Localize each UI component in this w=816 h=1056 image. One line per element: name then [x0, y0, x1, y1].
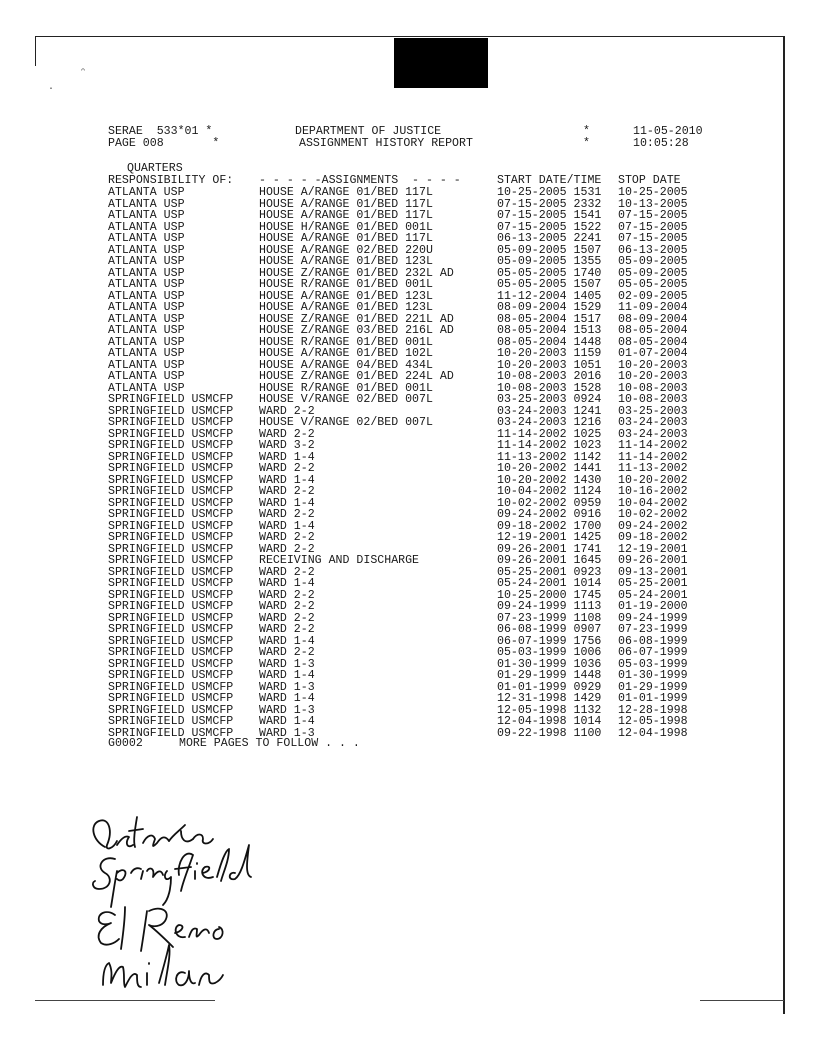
handwriting-springfield [93, 845, 251, 907]
assignment: WARD 2-2 [259, 611, 315, 625]
quarters-responsibility: SPRINGFIELD USMCFP [108, 473, 234, 487]
quarters-responsibility: SPRINGFIELD USMCFP [108, 404, 234, 418]
start-datetime: 11-12-2004 1405 [497, 289, 602, 303]
quarters-responsibility: ATLANTA USP [108, 255, 185, 268]
assignment: HOUSE Z/RANGE 03/BED 216L AD [259, 324, 454, 337]
column-header-assignments: - - - - -ASSIGNMENTS - - - - [259, 174, 461, 187]
quarters-responsibility: SPRINGFIELD USMCFP [108, 531, 234, 544]
stop-date: 11-14-2002 [618, 450, 688, 464]
start-datetime: 12-19-2001 1425 [497, 531, 602, 544]
stop-date: 05-24-2001 [618, 588, 688, 602]
stop-date: 05-03-1999 [618, 657, 688, 671]
assignment: HOUSE V/RANGE 02/BED 007L [259, 393, 433, 406]
start-datetime: 11-14-2002 1023 [497, 439, 602, 452]
quarters-responsibility: SPRINGFIELD USMCFP [108, 634, 234, 648]
assignment: HOUSE Z/RANGE 01/BED 224L AD [259, 370, 454, 383]
report-time: 10:05:28 [633, 137, 689, 150]
assignment: WARD 2-2 [259, 508, 315, 521]
handwriting-el-reno [99, 907, 223, 951]
start-datetime: 09-26-2001 1741 [497, 542, 602, 556]
quarters-responsibility: SPRINGFIELD USMCFP [108, 462, 234, 475]
column-header-quarters: QUARTERS [127, 162, 183, 175]
header-star: * [583, 137, 590, 150]
redaction-box [394, 38, 488, 88]
quarters-responsibility: SPRINGFIELD USMCFP [108, 692, 234, 705]
quarters-responsibility: SPRINGFIELD USMCFP [108, 496, 234, 510]
start-datetime: 08-05-2004 1517 [497, 312, 602, 326]
assignment: WARD 1-3 [259, 703, 315, 717]
stop-date: 06-07-1999 [618, 646, 688, 659]
scan-border-bottom [700, 1000, 784, 1001]
stop-date: 09-24-1999 [618, 611, 688, 625]
stop-date: 09-26-2001 [618, 554, 688, 567]
start-datetime: 10-08-2003 1528 [497, 381, 602, 395]
start-datetime: 12-05-1998 1132 [497, 703, 602, 717]
assignment: HOUSE A/RANGE 01/BED 102L [259, 347, 433, 360]
column-header-stop: STOP DATE [618, 174, 681, 187]
start-datetime: 06-13-2005 2241 [497, 232, 602, 245]
quarters-responsibility: SPRINGFIELD USMCFP [108, 726, 234, 740]
quarters-responsibility: SPRINGFIELD USMCFP [108, 669, 234, 682]
stop-date: 03-24-2003 [618, 427, 688, 441]
scan-speck: · [48, 84, 55, 95]
assignment: WARD 1-4 [259, 692, 315, 705]
column-header-responsibility: RESPONSIBILITY OF: [108, 174, 234, 187]
stop-date: 10-16-2002 [618, 485, 688, 498]
quarters-responsibility: ATLANTA USP [108, 197, 185, 211]
report-id: SERAE 533*01 * [108, 125, 213, 138]
report-date: 11-05-2010 [633, 125, 703, 138]
quarters-responsibility: SPRINGFIELD USMCFP [108, 703, 234, 717]
quarters-responsibility: ATLANTA USP [108, 370, 185, 383]
stop-date: 12-19-2001 [618, 542, 688, 556]
start-datetime: 12-31-1998 1429 [497, 692, 602, 705]
stop-date: 07-23-1999 [618, 623, 688, 636]
quarters-responsibility: ATLANTA USP [108, 186, 185, 199]
quarters-responsibility: SPRINGFIELD USMCFP [108, 588, 234, 602]
start-datetime: 07-15-2005 2332 [497, 197, 602, 211]
quarters-responsibility: ATLANTA USP [108, 335, 185, 349]
assignment: WARD 1-4 [259, 473, 315, 487]
start-datetime: 10-08-2003 2016 [497, 370, 602, 383]
assignment: WARD 2-2 [259, 623, 315, 636]
header-star: * [583, 125, 590, 138]
stop-date: 09-13-2001 [618, 565, 688, 579]
start-datetime: 06-08-1999 0907 [497, 623, 602, 636]
stop-date: 10-20-2002 [618, 473, 688, 487]
quarters-responsibility: SPRINGFIELD USMCFP [108, 554, 234, 567]
handwriting-milan [103, 945, 223, 987]
stop-date: 01-29-1999 [618, 680, 688, 694]
assignment: WARD 1-4 [259, 519, 315, 533]
assignment: WARD 3-2 [259, 439, 315, 452]
quarters-responsibility: ATLANTA USP [108, 209, 185, 222]
stop-date: 06-08-1999 [618, 634, 688, 648]
quarters-responsibility: ATLANTA USP [108, 381, 185, 395]
assignment: RECEIVING AND DISCHARGE [259, 554, 420, 567]
start-datetime: 09-22-1998 1100 [497, 726, 602, 740]
assignment: WARD 1-4 [259, 634, 315, 648]
start-datetime: 10-25-2000 1745 [497, 588, 602, 602]
footer-message: MORE PAGES TO FOLLOW . . . [179, 737, 360, 750]
assignment: WARD 1-3 [259, 680, 315, 694]
stop-date: 01-30-1999 [618, 669, 688, 682]
stop-date: 10-13-2005 [618, 197, 688, 211]
assignment: HOUSE Z/RANGE 01/BED 232L AD [259, 266, 454, 280]
stop-date: 12-05-1998 [618, 715, 688, 728]
start-datetime: 05-05-2005 1507 [497, 278, 602, 291]
quarters-responsibility: ATLANTA USP [108, 220, 185, 234]
quarters-responsibility: SPRINGFIELD USMCFP [108, 519, 234, 533]
stop-date: 10-20-2003 [618, 358, 688, 372]
page-number: PAGE 008 * [108, 137, 220, 150]
stop-date: 10-08-2003 [618, 381, 688, 395]
assignment: HOUSE H/RANGE 01/BED 001L [259, 220, 433, 234]
quarters-responsibility: ATLANTA USP [108, 243, 185, 257]
report-footer [108, 737, 360, 774]
assignment: HOUSE R/RANGE 01/BED 001L [259, 381, 433, 395]
quarters-responsibility: SPRINGFIELD USMCFP [108, 450, 234, 464]
start-datetime: 11-14-2002 1025 [497, 427, 602, 441]
quarters-responsibility: SPRINGFIELD USMCFP [108, 623, 234, 636]
stop-date: 11-13-2002 [618, 462, 688, 475]
assignment: HOUSE A/RANGE 01/BED 117L [259, 209, 433, 222]
start-datetime: 01-01-1999 0929 [497, 680, 602, 694]
quarters-responsibility: SPRINGFIELD USMCFP [108, 439, 234, 452]
assignment: HOUSE A/RANGE 01/BED 117L [259, 197, 433, 211]
stop-date: 10-20-2003 [618, 370, 688, 383]
assignment: WARD 1-3 [259, 726, 315, 740]
start-datetime: 12-04-1998 1014 [497, 715, 602, 728]
quarters-responsibility: SPRINGFIELD USMCFP [108, 508, 234, 521]
stop-date: 01-07-2004 [618, 347, 688, 360]
handwriting-atlanta [93, 817, 213, 848]
assignment: WARD 2-2 [259, 565, 315, 579]
stop-date: 01-19-2000 [618, 600, 688, 613]
start-datetime: 07-15-2005 1522 [497, 220, 602, 234]
start-datetime: 05-03-1999 1006 [497, 646, 602, 659]
stop-date: 11-09-2004 [618, 301, 688, 314]
start-datetime: 06-07-1999 1756 [497, 634, 602, 648]
quarters-responsibility: SPRINGFIELD USMCFP [108, 646, 234, 659]
start-datetime: 08-09-2004 1529 [497, 301, 602, 314]
quarters-responsibility: ATLANTA USP [108, 347, 185, 360]
start-datetime: 10-20-2003 1159 [497, 347, 602, 360]
stop-date: 05-05-2005 [618, 278, 688, 291]
start-datetime: 11-13-2002 1142 [497, 450, 602, 464]
quarters-responsibility: SPRINGFIELD USMCFP [108, 542, 234, 556]
start-datetime: 08-05-2004 1448 [497, 335, 602, 349]
assignment: WARD 2-2 [259, 462, 315, 475]
start-datetime: 10-20-2002 1430 [497, 473, 602, 487]
stop-date: 09-18-2002 [618, 531, 688, 544]
report-department: DEPARTMENT OF JUSTICE [295, 125, 442, 138]
start-datetime: 03-24-2003 1216 [497, 416, 602, 429]
stop-date: 10-25-2005 [618, 186, 688, 199]
start-datetime: 05-24-2001 1014 [497, 577, 602, 590]
stop-date: 10-08-2003 [618, 393, 688, 406]
start-datetime: 10-04-2002 1124 [497, 485, 602, 498]
start-datetime: 09-18-2002 1700 [497, 519, 602, 533]
quarters-responsibility: ATLANTA USP [108, 232, 185, 245]
stop-date: 02-09-2005 [618, 289, 688, 303]
start-datetime: 09-24-1999 1113 [497, 600, 602, 613]
stop-date: 07-15-2005 [618, 220, 688, 234]
assignment: WARD 2-2 [259, 485, 315, 498]
stop-date: 10-04-2002 [618, 496, 688, 510]
scan-speck: ᵔ [80, 68, 87, 79]
quarters-responsibility: SPRINGFIELD USMCFP [108, 715, 234, 728]
footer-code: G0002 [108, 737, 143, 750]
stop-date: 08-05-2004 [618, 335, 688, 349]
quarters-responsibility: SPRINGFIELD USMCFP [108, 427, 234, 441]
scan-border-top [35, 36, 785, 37]
quarters-responsibility: ATLANTA USP [108, 266, 185, 280]
start-datetime: 10-20-2002 1441 [497, 462, 602, 475]
stop-date: 05-25-2001 [618, 577, 688, 590]
report-title: ASSIGNMENT HISTORY REPORT [299, 137, 473, 150]
quarters-responsibility: ATLANTA USP [108, 358, 185, 372]
quarters-responsibility: ATLANTA USP [108, 324, 185, 337]
assignment: WARD 2-2 [259, 427, 315, 441]
quarters-responsibility: SPRINGFIELD USMCFP [108, 577, 234, 590]
assignment: WARD 2-2 [259, 588, 315, 602]
assignment: WARD 1-4 [259, 450, 315, 464]
stop-date: 10-02-2002 [618, 508, 688, 521]
assignment: WARD 1-4 [259, 715, 315, 728]
column-header-start: START DATE/TIME [497, 174, 602, 187]
stop-date: 03-24-2003 [618, 416, 688, 429]
assignment: HOUSE R/RANGE 01/BED 001L [259, 335, 433, 349]
quarters-responsibility: SPRINGFIELD USMCFP [108, 600, 234, 613]
handwritten-notes [85, 815, 315, 1005]
assignment: HOUSE Z/RANGE 01/BED 221L AD [259, 312, 454, 326]
quarters-responsibility: SPRINGFIELD USMCFP [108, 611, 234, 625]
quarters-responsibility: SPRINGFIELD USMCFP [108, 680, 234, 694]
start-datetime: 01-30-1999 1036 [497, 657, 602, 671]
assignment: WARD 2-2 [259, 404, 315, 418]
assignment: HOUSE A/RANGE 01/BED 117L [259, 232, 433, 245]
stop-date: 07-15-2005 [618, 232, 688, 245]
assignment: HOUSE A/RANGE 01/BED 123L [259, 289, 433, 303]
stop-date: 01-01-1999 [618, 692, 688, 705]
stop-date: 05-09-2005 [618, 255, 688, 268]
quarters-responsibility: SPRINGFIELD USMCFP [108, 393, 234, 406]
assignment: HOUSE A/RANGE 01/BED 123L [259, 255, 433, 268]
start-datetime: 10-20-2003 1051 [497, 358, 602, 372]
assignment: WARD 1-4 [259, 669, 315, 682]
quarters-responsibility: SPRINGFIELD USMCFP [108, 485, 234, 498]
assignment: HOUSE A/RANGE 01/BED 123L [259, 301, 433, 314]
assignment: HOUSE A/RANGE 04/BED 434L [259, 358, 433, 372]
start-datetime: 10-02-2002 0959 [497, 496, 602, 510]
assignment: WARD 2-2 [259, 646, 315, 659]
start-datetime: 05-05-2005 1740 [497, 266, 602, 280]
scan-border-right [783, 36, 785, 1014]
assignment: WARD 1-4 [259, 577, 315, 590]
stop-date: 12-04-1998 [618, 726, 688, 740]
start-datetime: 07-23-1999 1108 [497, 611, 602, 625]
stop-date: 03-25-2003 [618, 404, 688, 418]
assignment: WARD 1-4 [259, 496, 315, 510]
quarters-responsibility: ATLANTA USP [108, 301, 185, 314]
start-datetime: 08-05-2004 1513 [497, 324, 602, 337]
assignment: WARD 1-3 [259, 657, 315, 671]
stop-date: 09-24-2002 [618, 519, 688, 533]
start-datetime: 05-25-2001 0923 [497, 565, 602, 579]
start-datetime: 03-24-2003 1241 [497, 404, 602, 418]
stop-date: 08-05-2004 [618, 324, 688, 337]
stop-date: 06-13-2005 [618, 243, 688, 257]
assignment: HOUSE A/RANGE 01/BED 117L [259, 186, 433, 199]
start-datetime: 05-09-2005 1355 [497, 255, 602, 268]
start-datetime: 09-24-2002 0916 [497, 508, 602, 521]
quarters-responsibility: SPRINGFIELD USMCFP [108, 565, 234, 579]
quarters-responsibility: ATLANTA USP [108, 278, 185, 291]
assignment: WARD 2-2 [259, 600, 315, 613]
scan-border-left [35, 36, 36, 66]
quarters-responsibility: ATLANTA USP [108, 312, 185, 326]
quarters-responsibility: SPRINGFIELD USMCFP [108, 657, 234, 671]
start-datetime: 01-29-1999 1448 [497, 669, 602, 682]
start-datetime: 07-15-2005 1541 [497, 209, 602, 222]
quarters-responsibility: SPRINGFIELD USMCFP [108, 416, 234, 429]
assignment: HOUSE V/RANGE 02/BED 007L [259, 416, 433, 429]
quarters-responsibility: ATLANTA USP [108, 289, 185, 303]
stop-date: 08-09-2004 [618, 312, 688, 326]
start-datetime: 05-09-2005 1507 [497, 243, 602, 257]
assignment: WARD 2-2 [259, 542, 315, 556]
stop-date: 07-15-2005 [618, 209, 688, 222]
start-datetime: 09-26-2001 1645 [497, 554, 602, 567]
start-datetime: 10-25-2005 1531 [497, 186, 602, 199]
stop-date: 05-09-2005 [618, 266, 688, 280]
assignment: WARD 2-2 [259, 531, 315, 544]
start-datetime: 03-25-2003 0924 [497, 393, 602, 406]
assignment: HOUSE A/RANGE 02/BED 220U [259, 243, 433, 257]
assignment: HOUSE R/RANGE 01/BED 001L [259, 278, 433, 291]
stop-date: 11-14-2002 [618, 439, 688, 452]
stop-date: 12-28-1998 [618, 703, 688, 717]
